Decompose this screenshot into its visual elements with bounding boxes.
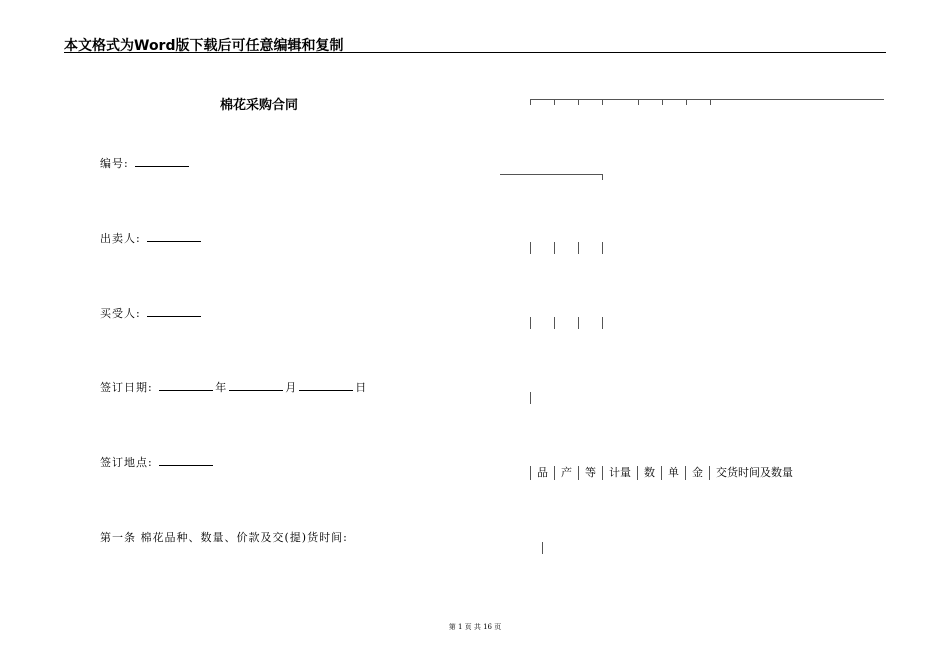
table-border	[530, 242, 531, 254]
table-tick	[578, 99, 579, 105]
table-top-rule	[530, 99, 884, 100]
sign-place-field	[100, 454, 215, 470]
table-border	[602, 242, 603, 254]
table-tick	[710, 99, 711, 105]
header-divider	[64, 52, 886, 53]
sign-place-blank	[159, 455, 213, 466]
buyer-field	[100, 305, 203, 321]
page-footer: 第 1 页 共 16 页	[448, 623, 502, 631]
table-header-cell: 金	[685, 466, 709, 480]
table-header-cell: 产	[554, 466, 578, 480]
sign-place-label: 签订地点:	[100, 456, 153, 469]
table-header-cell: 单	[661, 466, 685, 480]
sign-date-field	[100, 379, 367, 395]
table-header-cell: 数	[637, 466, 661, 480]
table-tick	[530, 99, 531, 105]
table-tick	[554, 99, 555, 105]
month-label: 月	[285, 381, 298, 394]
seller-field	[100, 230, 203, 246]
table-header-cell: 计量	[602, 466, 637, 480]
table-tick	[638, 99, 639, 105]
page-header: 本文格式为Word版下载后可任意编辑和复制	[64, 38, 344, 54]
table-border	[578, 242, 579, 254]
table-tick	[662, 99, 663, 105]
table-border	[554, 317, 555, 329]
table-header-cell: 品	[530, 466, 554, 480]
sign-date-label: 签订日期:	[100, 381, 153, 394]
month-blank	[229, 380, 283, 391]
contract-number-blank	[135, 156, 189, 167]
day-blank	[299, 380, 353, 391]
seller-label: 出卖人:	[100, 232, 141, 245]
table-tick	[686, 99, 687, 105]
article-one: 第一条 棉花品种、数量、价款及交(提)货时间:	[100, 531, 348, 544]
table-header-cell: 交货时间及数量	[709, 466, 799, 480]
buyer-blank	[147, 306, 201, 317]
seller-blank	[147, 231, 201, 242]
contract-number-field	[100, 155, 191, 171]
contract-number-label: 编号:	[100, 157, 129, 170]
year-label: 年	[215, 381, 228, 394]
table-tick	[602, 99, 603, 105]
year-blank	[159, 380, 213, 391]
table-rule	[500, 174, 602, 175]
table-border	[530, 317, 531, 329]
table-border	[602, 317, 603, 329]
table-border	[554, 242, 555, 254]
buyer-label: 买受人:	[100, 307, 141, 320]
table-border	[530, 392, 531, 404]
table-header-row	[530, 466, 799, 480]
table-border	[542, 542, 543, 554]
table-border	[578, 317, 579, 329]
day-label: 日	[355, 381, 368, 394]
table-header-cell: 等	[578, 466, 602, 480]
table-tick	[602, 174, 603, 180]
document-title: 棉花采购合同	[220, 98, 299, 113]
